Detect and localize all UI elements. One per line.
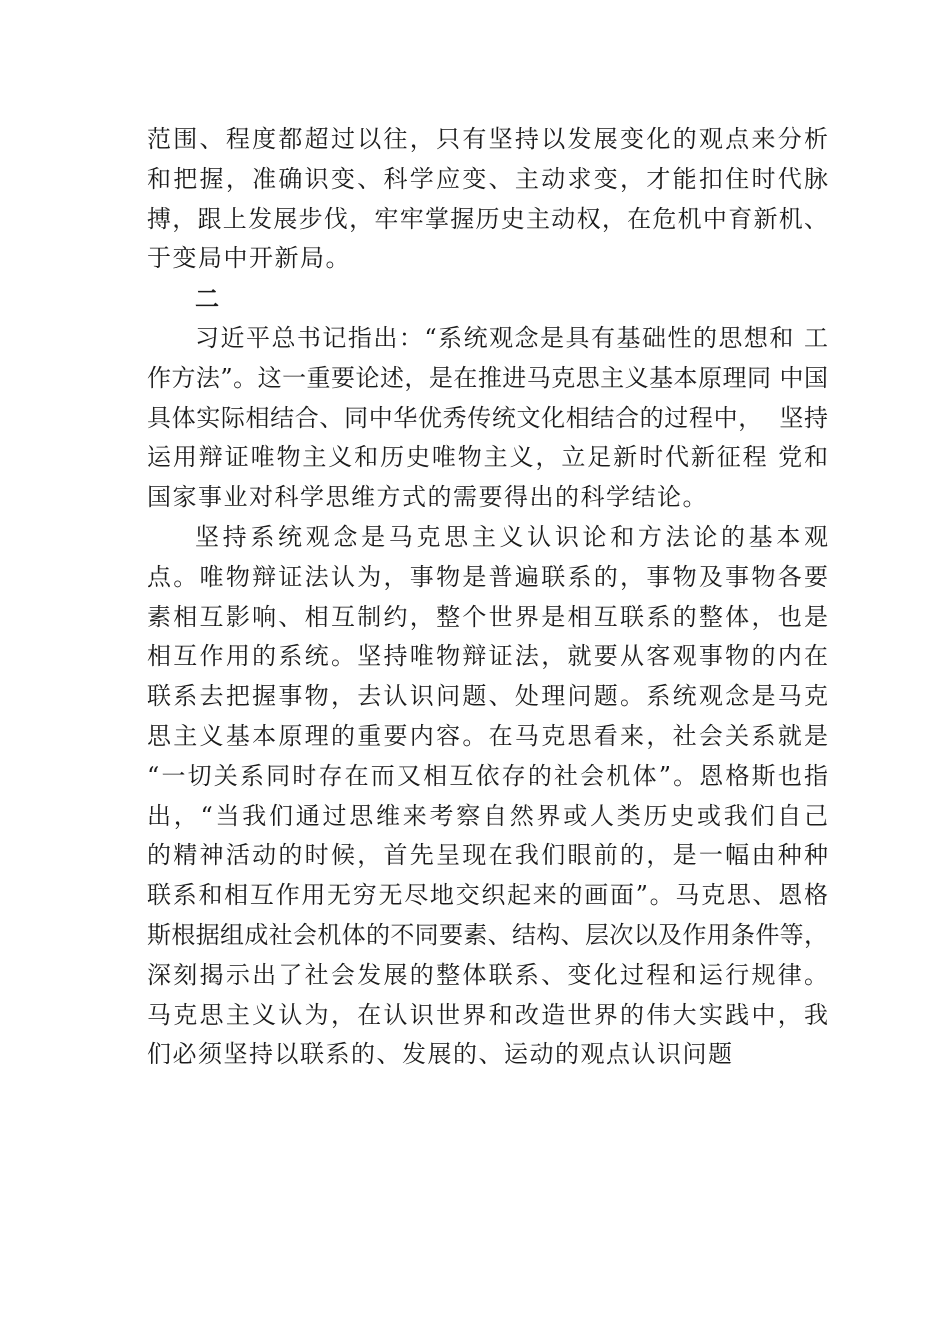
text-line: 于变局中开新局。 [147, 244, 351, 273]
text-line: 素相互影响、相互制约，整个世界是相互联系的整体，也是 [147, 602, 828, 631]
text-line: 习近平总书记指出：“系统观念是具有基础性的思想和 工 [195, 323, 828, 352]
text-line: 相互作用的系统。坚持唯物辩证法，就要从客观事物的内在 [147, 642, 828, 671]
text-line: “一切关系同时存在而又相互依存的社会机体”。恩格斯也指 [147, 761, 828, 790]
text-line: 范围、程度都超过以往，只有坚持以发展变化的观点来分析 [147, 125, 828, 153]
text-line: 马克思主义认为，在认识世界和改造世界的伟大实践中，我 [147, 1000, 828, 1029]
text-line: 们必须坚持以联系的、发展的、运动的观点认识问题 [147, 1040, 734, 1069]
paragraph-3 [147, 518, 828, 1075]
text-line: 联系去把握事物，去认识问题、处理问题。系统观念是马克 [147, 682, 828, 711]
text-line: 搏，跟上发展步伐，牢牢掌握历史主动权，在危机中育新机、 [147, 204, 828, 233]
text-line: 点。唯物辩证法认为，事物是普遍联系的，事物及事物各要 [147, 562, 828, 591]
text-line: 出，“当我们通过思维来考察自然界或人类历史或我们自己 [147, 801, 828, 830]
paragraph-2 [147, 319, 828, 518]
document-body [147, 120, 828, 1075]
text-line: 的精神活动的时候，首先呈现在我们眼前的，是一幅由种种 [147, 841, 828, 870]
text-line: 思主义基本原理的重要内容。在马克思看来，社会关系就是 [147, 721, 828, 750]
section-heading: 二 [195, 284, 219, 314]
text-line: 作方法”。这一重要论述，是在推进马克思主义基本原理同 中国 [147, 363, 828, 392]
text-line: 斯根据组成社会机体的不同要素、结构、层次以及作用条件等， [147, 920, 828, 949]
text-line: 和把握，准确识变、科学应变、主动求变，才能扣住时代脉 [147, 164, 828, 193]
text-line: 联系和相互作用无穷无尽地交织起来的画面”。马克思、恩格 [147, 881, 828, 910]
text-line: 深刻揭示出了社会发展的整体联系、变化过程和运行规律。 [147, 960, 828, 989]
text-line: 具体实际相结合、同中华优秀传统文化相结合的过程中， 坚持 [147, 403, 828, 432]
text-line: 运用辩证唯物主义和历史唯物主义，立足新时代新征程 党和 [147, 443, 828, 472]
text-line: 国家事业对科学思维方式的需要得出的科学结论。 [147, 483, 708, 512]
text-line: 坚持系统观念是马克思主义认识论和方法论的基本观 [195, 522, 828, 551]
paragraph-1 [147, 120, 828, 279]
